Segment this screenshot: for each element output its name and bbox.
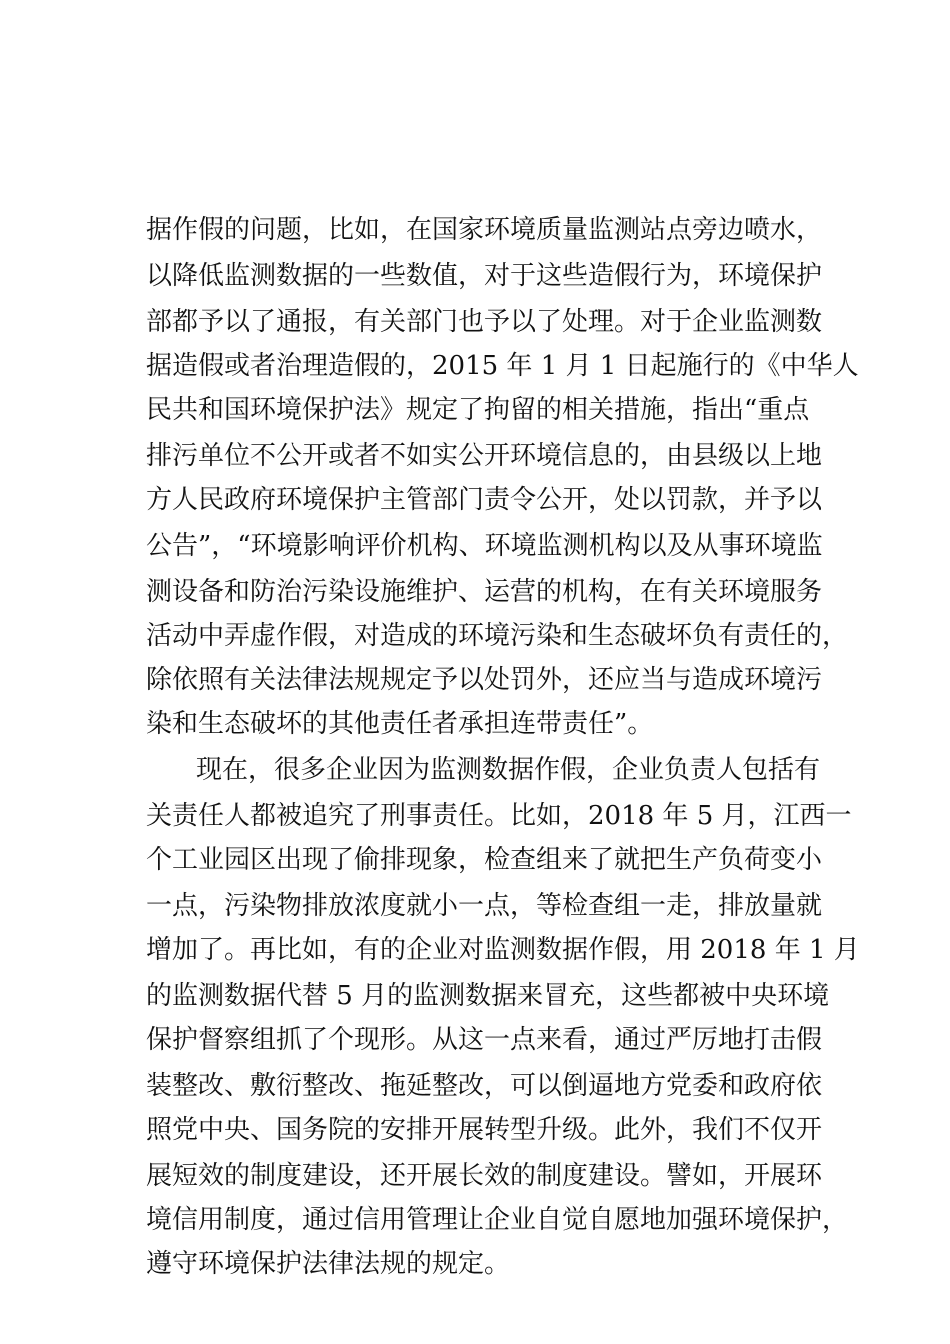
paragraph-first-line: 现在，很多企业因为监测数据作假，企业负责人包括有 (196, 755, 821, 785)
text-line: 遵守环境保护法律法规的规定。 (146, 1249, 511, 1279)
text-line: 活动中弄虚作假，对造成的环境污染和生态破坏负有责任的， (146, 621, 849, 651)
text-line: 部都予以了通报，有关部门也予以了处理。对于企业监测数 (146, 307, 823, 337)
text-line: 据造假或者治理造假的，2015 年 1 月 1 日起施行的《中华人 (146, 351, 859, 381)
text-line: 装整改、敷衍整改、拖延整改，可以倒逼地方党委和政府依 (146, 1071, 823, 1101)
text-line: 除依照有关法律法规规定予以处罚外，还应当与造成环境污 (146, 665, 823, 695)
text-line: 展短效的制度建设，还开展长效的制度建设。譬如，开展环 (146, 1161, 823, 1191)
text-line: 公告”，“环境影响评价机构、环境监测机构以及从事环境监 (146, 531, 823, 561)
text-line: 照党中央、国务院的安排开展转型升级。此外，我们不仅开 (146, 1115, 823, 1145)
text-line: 以降低监测数据的一些数值，对于这些造假行为，环境保护 (146, 261, 823, 291)
text-line: 测设备和防治污染设施维护、运营的机构，在有关环境服务 (146, 577, 823, 607)
text-line: 据作假的问题，比如，在国家环境质量监测站点旁边喷水， (146, 215, 823, 245)
text-line: 增加了。再比如，有的企业对监测数据作假，用 2018 年 1 月 (146, 935, 860, 965)
text-line: 染和生态破坏的其他责任者承担连带责任”。 (146, 709, 654, 739)
text-line: 方人民政府环境保护主管部门责令公开，处以罚款，并予以 (146, 485, 823, 515)
text-line: 保护督察组抓了个现形。从这一点来看，通过严厉地打击假 (146, 1025, 823, 1055)
text-line: 一点，污染物排放浓度就小一点，等检查组一走，排放量就 (146, 891, 823, 921)
text-line: 民共和国环境保护法》规定了拘留的相关措施，指出“重点 (146, 395, 810, 425)
text-line: 的监测数据代替 5 月的监测数据来冒充，这些都被中央环境 (146, 981, 830, 1011)
text-line: 个工业园区出现了偷排现象，检查组来了就把生产负荷变小 (146, 845, 823, 875)
text-line: 排污单位不公开或者不如实公开环境信息的，由县级以上地 (146, 441, 823, 471)
text-line: 关责任人都被追究了刑事责任。比如，2018 年 5 月，江西一 (146, 801, 852, 831)
text-line: 境信用制度，通过信用管理让企业自觉自愿地加强环境保护， (146, 1205, 849, 1235)
